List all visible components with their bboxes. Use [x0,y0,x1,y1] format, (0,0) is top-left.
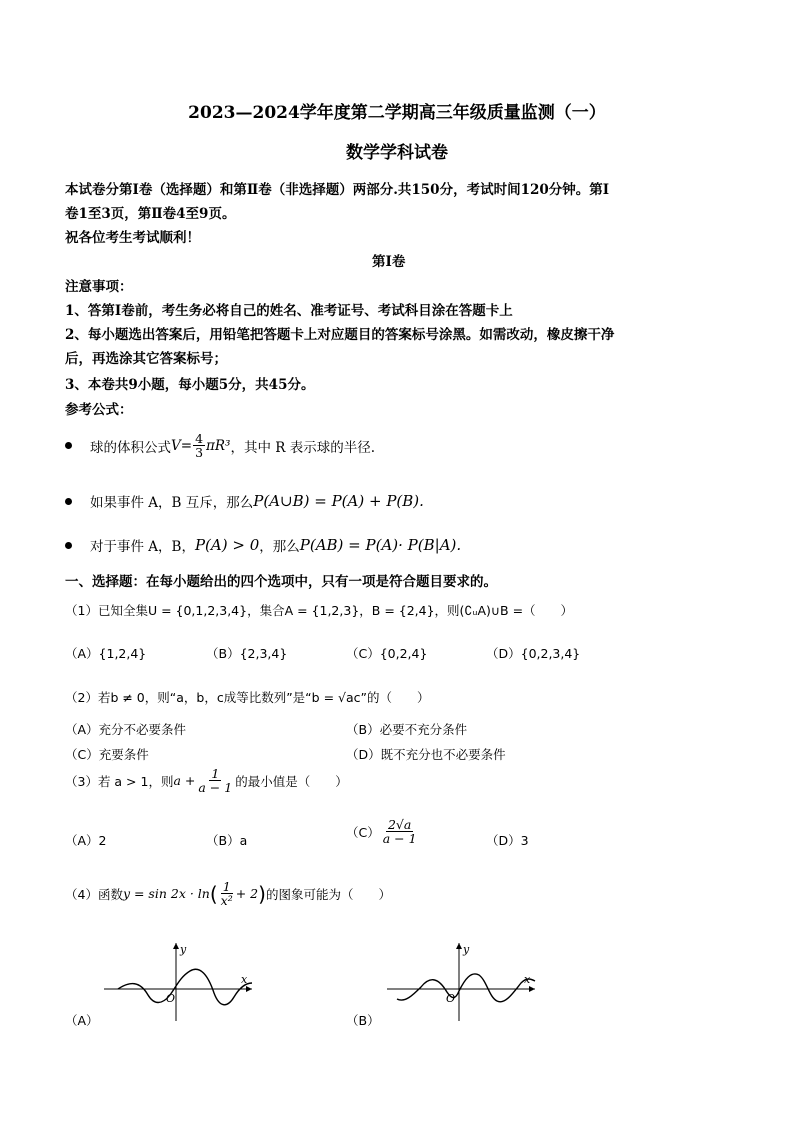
note-2a: 2、每小题选出答案后，用铅笔把答题卡上对应题目的答案标号涂黑。如需改动，橡皮擦干净 [65,327,615,343]
formula-2-expression: P(A∪B) = P(A) + P(B). [253,492,424,510]
bullet-icon [65,442,72,449]
intro-line-3: 祝各位考生考试顺利！ [65,230,200,246]
curve-a [118,969,252,1005]
question-1-option-c: （C）{0,2,4} [346,646,428,661]
left-paren: ( [209,881,218,906]
question-4-option-a: （A） [65,1013,99,1028]
question-4-expression: y = sin 2x · ln [122,886,210,902]
question-4-stem [65,880,391,907]
note-2b: 后，再选涂其它答案标号； [65,351,227,367]
question-1-option-b: （B）{2,3,4} [206,646,288,661]
formula-conditional-probability [65,535,461,555]
origin-label: O [166,992,176,1005]
formula-1-prefix: 球的体积公式 [90,439,171,456]
question-3-option-c [346,818,420,845]
question-2-option-b: （B）必要不充分条件 [346,722,468,737]
curve-b [397,974,535,1002]
question-1-stem: （1）已知全集U = {0,1,2,3,4}，集合A = {1,2,3}，B = {2,4}，则(∁ᵤA)∪B =（ ） [65,603,574,618]
question-3-option-d: （D）3 [486,833,529,848]
question-2-option-c: （C）充要条件 [65,747,149,762]
question-4-denominator: x² [220,893,233,909]
formula-3-condition: P(A) > 0 [194,536,260,554]
question-3-prefix: （3）若 a > 1，则 [65,773,174,789]
x-axis-label: x [524,973,531,986]
question-3-suffix: 的最小值是（ ） [235,773,348,789]
question-4-prefix: （4）函数 [65,886,123,902]
formula-heading: 参考公式： [65,402,133,418]
intro-line-2: 卷1至3页，第Ⅱ卷4至9页。 [65,206,236,222]
y-axis-arrow-icon [456,943,462,949]
x-axis-arrow-icon [529,986,535,992]
question-4-plus: + 2 [235,886,259,902]
note-3: 3、本卷共9小题，每小题5分，共45分。 [65,377,315,393]
question-3-option-c-fraction [381,818,419,845]
formula-2-prefix: 如果事件 A，B 互斥，那么 [90,495,254,511]
notes-heading: 注意事项： [65,279,133,295]
formula-1-denominator: 3 [195,445,204,461]
question-4-option-b: （B） [346,1013,380,1028]
question-4-suffix: 的图象可能为（ ） [265,886,391,902]
question-3-stem [65,767,348,794]
question-3-numerator: 1 [211,766,220,781]
formula-1-eq: = [180,437,193,454]
formula-3-prefix: 对于事件 A，B， [90,539,195,555]
section-1-heading: 一、选择题：在每小题给出的四个选项中，只有一项是符合题目要求的。 [65,574,497,590]
formula-3-expression: P(AB) = P(A)· P(B|A). [299,536,462,554]
origin-label: O [446,992,456,1005]
formula-1-suffix: ，其中 R 表示球的半径. [230,439,376,456]
formula-1-numerator: 4 [195,431,204,446]
bullet-icon [65,498,72,505]
exam-title: 2023—2024学年度第二学期高三年级质量监测（一） [188,103,606,123]
y-axis-label: y [463,943,470,956]
intro-line-1: 本试卷分第Ⅰ卷（选择题）和第Ⅱ卷（非选择题）两部分.共150分，考试时间120分钟。第Ⅰ [65,182,610,198]
question-1-option-a: （A）{1,2,4} [65,646,147,661]
note-1: 1、答第Ⅰ卷前，考生务必将自己的姓名、准考证号、考试科目涂在答题卡上 [65,303,513,319]
formula-1-tail: πR³ [206,437,231,454]
y-axis-label: y [180,943,187,956]
part1-title: 第Ⅰ卷 [372,254,406,270]
question-3-option-a: （A）2 [65,833,107,848]
question-1-option-d: （D）{0,2,3,4} [486,646,581,661]
question-4-numerator: 1 [222,879,231,894]
question-3-option-c-denominator: a − 1 [382,831,417,847]
x-axis-label: x [241,973,248,986]
formula-1-v: V [171,437,181,454]
formula-mutually-exclusive [65,491,424,511]
formula-1-fraction [193,432,205,459]
question-3-fraction [196,767,234,794]
question-2-stem: （2）若b ≠ 0，则“a，b，c成等比数列”是“b = √ac”的（ ） [65,690,430,705]
formula-sphere-volume [65,432,375,459]
question-3-option-b: （B）a [206,833,248,848]
question-4-graph-b [383,935,543,1025]
bullet-icon [65,542,72,549]
x-axis-arrow-icon [246,986,252,992]
question-3-option-c-label: （C） [346,824,380,840]
question-3-denominator: a − 1 [198,780,233,796]
question-4-fraction [219,880,235,907]
exam-subtitle: 数学学科试卷 [346,143,448,163]
question-4-graph-a [100,935,260,1025]
right-paren: ) [258,881,266,906]
question-2-option-a: （A）充分不必要条件 [65,722,187,737]
formula-3-middle: ，那么 [259,539,300,555]
y-axis-arrow-icon [173,943,179,949]
question-3-expression: a + [173,773,196,789]
question-3-option-c-numerator: 2√a [387,817,412,832]
question-2-option-d: （D）既不充分也不必要条件 [346,747,506,762]
